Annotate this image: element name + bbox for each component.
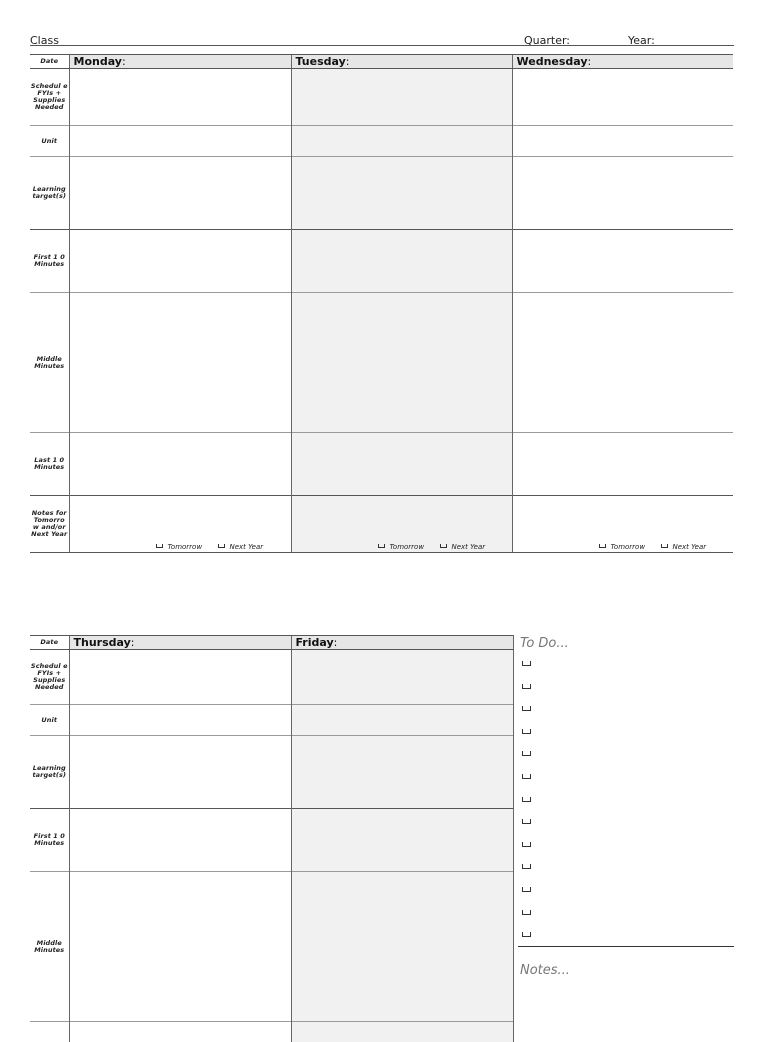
quarter-label: Quarter:	[524, 34, 571, 47]
todo-checkbox[interactable]	[522, 864, 531, 869]
todo-checkbox[interactable]	[522, 684, 531, 689]
checkbox-icon	[156, 544, 163, 548]
next-year-label: Next Year	[229, 543, 264, 551]
tuesday-notes-cell[interactable]	[291, 496, 512, 553]
wednesday-schedule-cell[interactable]	[512, 69, 733, 126]
monday-schedule-cell[interactable]	[69, 69, 291, 126]
thursday-header[interactable]	[69, 636, 291, 650]
checkbox-icon	[661, 544, 668, 548]
tomorrow-checkbox[interactable]	[599, 543, 646, 551]
todo-checkbox[interactable]	[522, 910, 531, 915]
checkbox-icon	[440, 544, 447, 548]
middle-row	[30, 293, 733, 433]
todo-title: To Do...	[520, 636, 569, 651]
friday-name: Friday	[295, 636, 334, 649]
wednesday-first-cell[interactable]	[512, 230, 733, 293]
thursday-first-cell[interactable]	[69, 809, 291, 872]
learning-label: Learning target(s)	[30, 736, 69, 809]
friday-last-cell[interactable]	[291, 1022, 513, 1042]
friday-first-cell[interactable]	[291, 809, 513, 872]
next-year-checkbox[interactable]	[218, 543, 264, 551]
todo-checkbox[interactable]	[522, 932, 531, 937]
notes-row	[30, 496, 733, 553]
schedule-label: Schedul e FYIs + Supplies Needed	[30, 650, 69, 705]
schedule-row	[30, 650, 513, 705]
checkbox-icon	[599, 544, 606, 548]
unit-label: Unit	[30, 705, 69, 736]
planner-bottom	[30, 635, 514, 1042]
checkbox-icon	[378, 544, 385, 548]
tuesday-unit-cell[interactable]	[291, 126, 512, 157]
monday-notes-cell[interactable]	[69, 496, 291, 553]
learning-row	[30, 736, 513, 809]
todo-checkbox[interactable]	[522, 706, 531, 711]
tuesday-name: Tuesday	[295, 55, 346, 68]
middle-label: Middle Minutes	[30, 872, 69, 1022]
wednesday-header[interactable]	[512, 55, 733, 69]
thursday-unit-cell[interactable]	[69, 705, 291, 736]
colon: :	[345, 55, 350, 68]
thursday-name: Thursday	[73, 636, 131, 649]
schedule-row	[30, 69, 733, 126]
thursday-middle-cell[interactable]	[69, 872, 291, 1022]
wednesday-notes-cell[interactable]	[512, 496, 733, 553]
friday-header[interactable]	[291, 636, 513, 650]
monday-learning-cell[interactable]	[69, 157, 291, 230]
learning-label: Learning target(s)	[30, 157, 69, 230]
tuesday-header[interactable]	[291, 55, 512, 69]
notes-title: Notes...	[520, 963, 570, 978]
wednesday-unit-cell[interactable]	[512, 126, 733, 157]
header-rule	[30, 45, 734, 46]
tomorrow-label: Tomorrow	[610, 543, 646, 551]
date-label: Date	[30, 55, 69, 69]
day-header-row	[30, 55, 733, 69]
thursday-last-cell[interactable]	[69, 1022, 291, 1042]
tuesday-learning-cell[interactable]	[291, 157, 512, 230]
tuesday-schedule-cell[interactable]	[291, 69, 512, 126]
todo-divider	[518, 946, 734, 947]
monday-first-cell[interactable]	[69, 230, 291, 293]
monday-unit-cell[interactable]	[69, 126, 291, 157]
first-label: First 1 0 Minutes	[30, 230, 69, 293]
monday-last-cell[interactable]	[69, 433, 291, 496]
notes-label: Notes for Tomorro w and/or Next Year	[30, 496, 69, 553]
tuesday-first-cell[interactable]	[291, 230, 512, 293]
class-label: Class	[30, 34, 59, 47]
todo-checkbox[interactable]	[522, 797, 531, 802]
colon: :	[121, 55, 126, 68]
next-year-label: Next Year	[451, 543, 486, 551]
tuesday-last-cell[interactable]	[291, 433, 512, 496]
checkbox-icon	[218, 544, 225, 548]
unit-label: Unit	[30, 126, 69, 157]
first-label: First 1 0 Minutes	[30, 809, 69, 872]
date-label: Date	[30, 636, 69, 650]
day-header-row	[30, 636, 513, 650]
unit-row	[30, 126, 733, 157]
wednesday-middle-cell[interactable]	[512, 293, 733, 433]
wednesday-last-cell[interactable]	[512, 433, 733, 496]
friday-learning-cell[interactable]	[291, 736, 513, 809]
colon: :	[130, 636, 135, 649]
middle-row	[30, 872, 513, 1022]
monday-name: Monday	[73, 55, 122, 68]
todo-checkbox[interactable]	[522, 887, 531, 892]
thursday-schedule-cell[interactable]	[69, 650, 291, 705]
monday-header[interactable]	[69, 55, 291, 69]
learning-row	[30, 157, 733, 230]
todo-checkbox[interactable]	[522, 774, 531, 779]
tomorrow-label: Tomorrow	[389, 543, 425, 551]
planner-top	[30, 54, 733, 553]
monday-middle-cell[interactable]	[69, 293, 291, 433]
colon: :	[587, 55, 592, 68]
unit-row	[30, 705, 513, 736]
todo-checkbox[interactable]	[522, 751, 531, 756]
last-row	[30, 433, 733, 496]
tomorrow-label: Tomorrow	[167, 543, 203, 551]
friday-middle-cell[interactable]	[291, 872, 513, 1022]
first-row	[30, 230, 733, 293]
colon: :	[333, 636, 338, 649]
next-year-checkbox[interactable]	[440, 543, 486, 551]
wednesday-learning-cell[interactable]	[512, 157, 733, 230]
year-label: Year:	[628, 34, 655, 47]
todo-checkbox[interactable]	[522, 819, 531, 824]
wednesday-name: Wednesday	[516, 55, 588, 68]
first-row	[30, 809, 513, 872]
todo-checkbox[interactable]	[522, 661, 531, 666]
next-year-checkbox[interactable]	[661, 543, 707, 551]
tuesday-middle-cell[interactable]	[291, 293, 512, 433]
todo-checkbox[interactable]	[522, 842, 531, 847]
todo-checkbox[interactable]	[522, 729, 531, 734]
friday-unit-cell[interactable]	[291, 705, 513, 736]
next-year-label: Next Year	[672, 543, 707, 551]
tomorrow-checkbox[interactable]	[378, 543, 425, 551]
last-label	[30, 1022, 69, 1042]
schedule-label: Schedul e FYIs + Supplies Needed	[30, 69, 69, 126]
last-label: Last 1 0 Minutes	[30, 433, 69, 496]
last-row	[30, 1022, 513, 1042]
tomorrow-checkbox[interactable]	[156, 543, 203, 551]
middle-label: Middle Minutes	[30, 293, 69, 433]
thursday-learning-cell[interactable]	[69, 736, 291, 809]
friday-schedule-cell[interactable]	[291, 650, 513, 705]
